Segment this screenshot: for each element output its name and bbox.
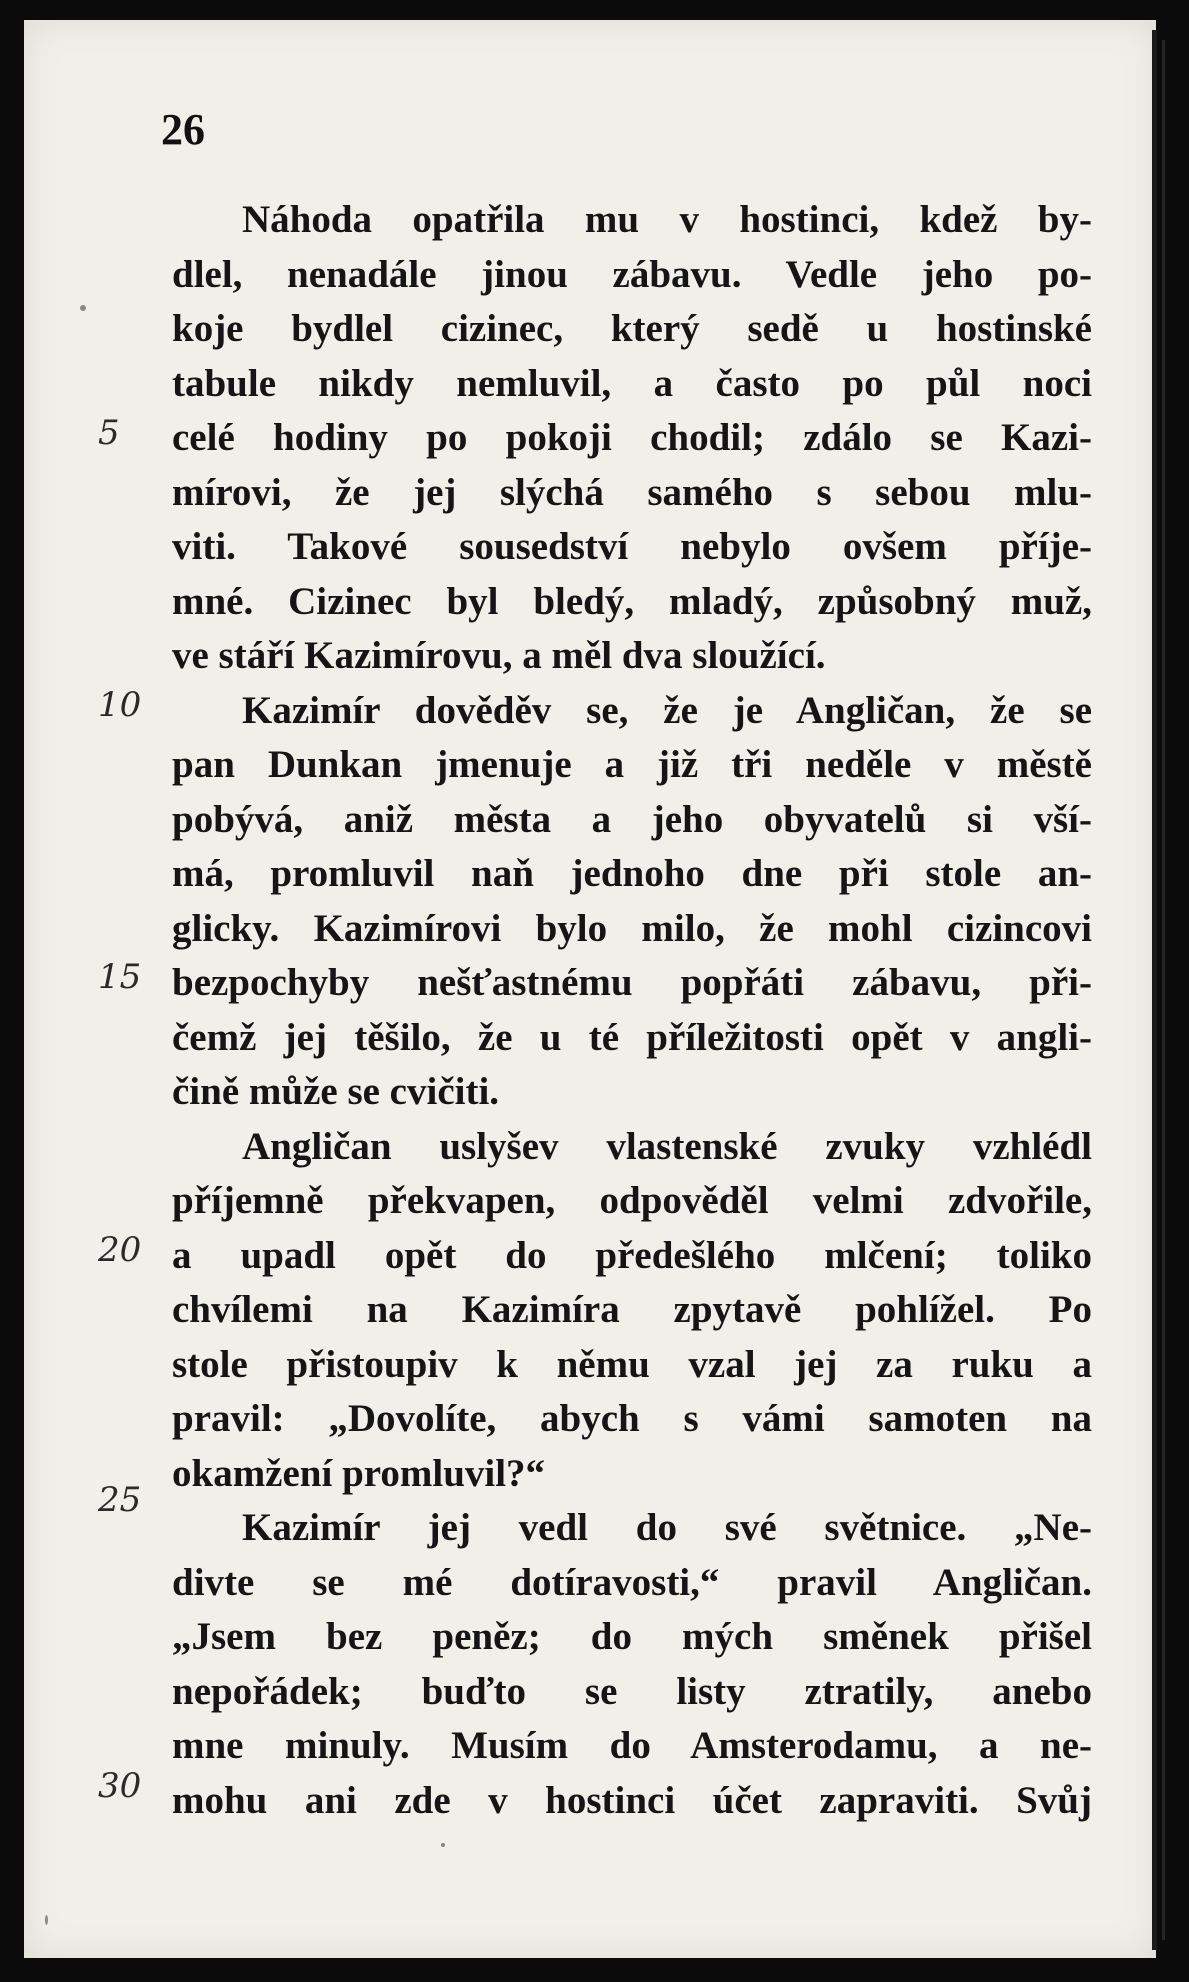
book-spine-edge <box>1152 30 1157 1950</box>
margin-mark-10: 10 <box>98 685 142 725</box>
margin-mark-25: 25 <box>98 1480 142 1520</box>
page-number: 26 <box>161 105 205 154</box>
margin-mark-20: 20 <box>98 1230 142 1270</box>
text-line: chvílemi na Kazimíra zpytavě pohlížel. Po <box>172 1288 1092 1331</box>
text-line: glicky. Kazimírovi bylo milo, že mohl cizincovi <box>172 906 1092 950</box>
text-line: čemž jej těšilo, že u té příležitosti opět v angli- <box>172 1015 1092 1059</box>
text-line: bezpochyby nešťastnému popřáti zábavu, při- <box>172 961 1092 1004</box>
text-line: Angličan uslyšev vlastenské zvuky vzhlédl <box>242 1124 1092 1168</box>
text-line: mírovi, že jej slýchá samého s sebou mlu- <box>172 470 1092 514</box>
text-line: nepořádek; buďto se listy ztratily, anebo <box>172 1669 1092 1713</box>
text-line: „Jsem bez peněz; do mých směnek přišel <box>172 1615 1092 1658</box>
book-spine-shadow <box>1162 40 1165 1940</box>
margin-mark-5: 5 <box>98 413 120 453</box>
text-line: mohu ani zde v hostinci účet zapraviti. Svůj <box>172 1778 1092 1822</box>
paper-speck <box>45 1915 48 1925</box>
text-line: stole přistoupiv k němu vzal jej za ruku a <box>172 1342 1092 1386</box>
text-line: Kazimír dověděv se, že je Angličan, že se <box>242 688 1092 732</box>
text-line: pobývá, aniž města a jeho obyvatelů si vší- <box>172 797 1092 841</box>
text-line: ve stáří Kazimírovu, a měl dva sloužící. <box>172 634 826 677</box>
text-line: okamžení promluvil?“ <box>172 1451 546 1495</box>
text-line: divte se mé dotíravosti,“ pravil Angličan. <box>172 1560 1092 1604</box>
paper-speck <box>80 305 86 311</box>
text-line: dlel, nenadále jinou zábavu. Vedle jeho po- <box>172 252 1092 296</box>
text-line: viti. Takové sousedství nebylo ovšem příje- <box>172 525 1092 568</box>
text-line: mné. Cizinec byl bledý, mladý, způsobný muž, <box>172 579 1092 623</box>
text-line: koje bydlel cizinec, který sedě u hostinské <box>172 307 1092 350</box>
text-line: Náhoda opatřila mu v hostinci, kdež by- <box>242 198 1092 241</box>
text-line: pravil: „Dovolíte, abych s vámi samoten na <box>172 1397 1092 1440</box>
text-line: Kazimír jej vedl do své světnice. „Ne- <box>242 1506 1092 1549</box>
text-line: tabule nikdy nemluvil, a často po půl noci <box>172 361 1092 405</box>
text-line: celé hodiny po pokoji chodil; zdálo se Kazi- <box>172 416 1092 459</box>
text-line: pan Dunkan jmenuje a již tři neděle v městě <box>172 743 1092 786</box>
text-line: příjemně překvapen, odpověděl velmi zdvořile, <box>172 1179 1092 1222</box>
text-line: a upadl opět do předešlého mlčení; toliko <box>172 1233 1092 1277</box>
text-line: mne minuly. Musím do Amsterodamu, a ne- <box>172 1724 1092 1767</box>
text-line: má, promluvil naň jednoho dne při stole an- <box>172 852 1092 895</box>
body-text <box>172 193 1092 1828</box>
margin-mark-30: 30 <box>98 1766 142 1806</box>
margin-mark-15: 15 <box>98 957 142 997</box>
text-line: čině může se cvičiti. <box>172 1070 500 1113</box>
paper-speck <box>441 1843 445 1847</box>
